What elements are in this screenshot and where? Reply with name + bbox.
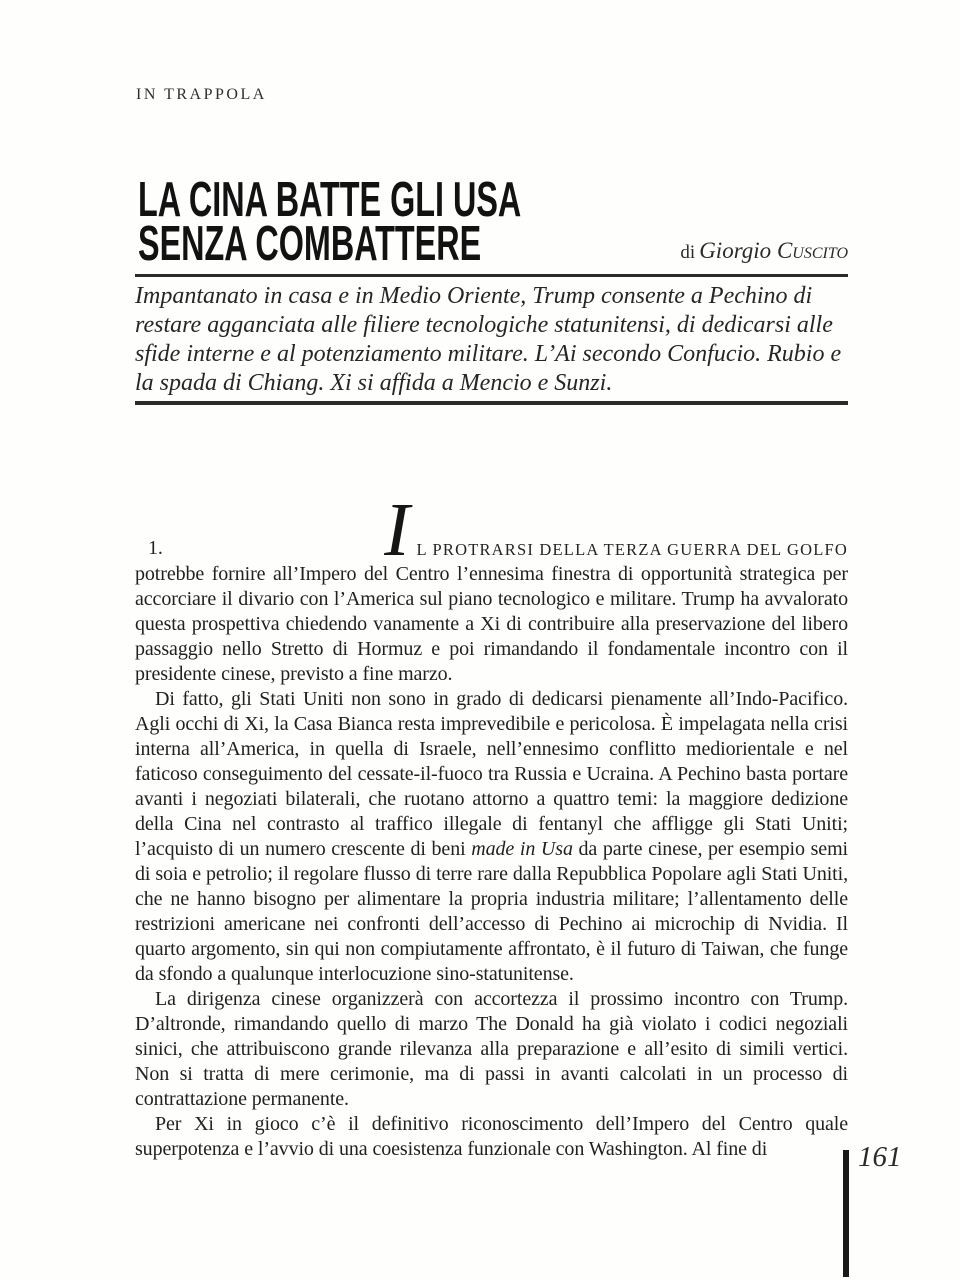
paragraph-2	[135, 687, 848, 987]
paragraph-2-text-after: da parte cinese, per esempio semi di soia e petrolio; il regolare flusso di terre rare dalla Repubblica Popolare agli Stati Uniti, che ne hanno bisogno per alimentare la propria industria militare; l’allentamento delle restrizioni americane nei confronti dell’accesso di Pechino ai microchip di Nvidia. Il quarto argomento, sin qui non compiutamente affrontato, è il futuro di Taiwan, che funge da sfondo a qualunque interlocuzione sino-statunitense.	[135, 838, 848, 985]
article-standfirst: Impantanato in casa e in Medio Oriente, Trump consente a Pechino di restare agganciata alle filiere tecnologiche statunitensi, di dedicarsi alle sfide interne e al potenziamento militare. L’Ai secondo Confucio. Rubio e la spada di Chiang. Xi si affida a Mencio e Sunzi.	[135, 283, 842, 396]
article-title-line1: LA CINA BATTE GLI USA	[138, 173, 522, 227]
kicker: IN TRAPPOLA	[136, 86, 267, 103]
byline-author-first-name: Giorgio	[699, 238, 777, 263]
paragraph-3: La dirigenza cinese organizzerà con accortezza il prossimo incontro con Trump. D’altronde, rimandando quello di marzo The Donald ha già violato i codici negoziali sinici, che attribuiscono grande rilevanza alla preparazione e all’esito di simili vertici. Non si tratta di mere cerimonie, ma di passi in avanti calcolati in un processo di contrattazione permanente.	[135, 988, 848, 1110]
byline-author-surname: Cuscito	[776, 238, 848, 263]
section-number: 1.	[148, 537, 163, 559]
article-title-line2: SENZA COMBATTERE	[138, 217, 482, 271]
paragraph-2-italic-phrase: made in Usa	[471, 838, 573, 860]
paragraph-2-text: Di fatto, gli Stati Uniti non sono in grado di dedicarsi pienamente all’Indo-Pacifico. Agli occhi di Xi, la Casa Bianca resta imprevedibile e pericolosa. È impelagata nella crisi interna all’America, in quella di Israele, nell’ennesimo conflitto mediorientale e nel faticoso conseguimento del cessate-il-fuoco tra Russia e Ucraina. A Pechino basta portare avanti i negoziati bilaterali, che ruotano attorno a quattro temi: la maggiore dedizione della Cina nel contrasto al traffico illegale di fentanyl che affligge gli Stati Uniti; l’acquisto di un numero crescente di beni	[135, 688, 848, 860]
byline	[680, 238, 848, 264]
page-number: 161	[858, 1141, 902, 1173]
paragraph-4: Per Xi in gioco c’è il definitivo riconoscimento dell’Impero del Centro quale superpotenza e l’avvio di una coesistenza funzionale con Washington. Al fine di	[135, 1113, 848, 1160]
byline-prefix: di	[680, 242, 696, 263]
paragraph-1: potrebbe fornire all’Impero del Centro l’ennesima finestra di opportunità strategica per accorciare il divario con l’America sul piano tecnologico e militare. Trump ha avvalorato questa prospettiva chiedendo vanamente a Xi di contribuire alla preservazione del libero passaggio nello Stretto di Hormuz e poi rimandando il fondamentale incontro con il presidente cinese, previsto a fine marzo.	[135, 563, 848, 685]
opening-smallcaps: L PROTRARSI DELLA TERZA GUERRA DEL GOLFO	[416, 540, 848, 559]
section-opening-line	[135, 488, 848, 572]
divider-below-standfirst	[135, 401, 848, 405]
article-body	[135, 488, 848, 1162]
divider-above-standfirst	[135, 274, 848, 277]
article-title	[138, 173, 522, 271]
folio-bar	[843, 1150, 849, 1277]
opening-group	[384, 488, 848, 572]
dropcap-initial: I	[384, 488, 410, 572]
